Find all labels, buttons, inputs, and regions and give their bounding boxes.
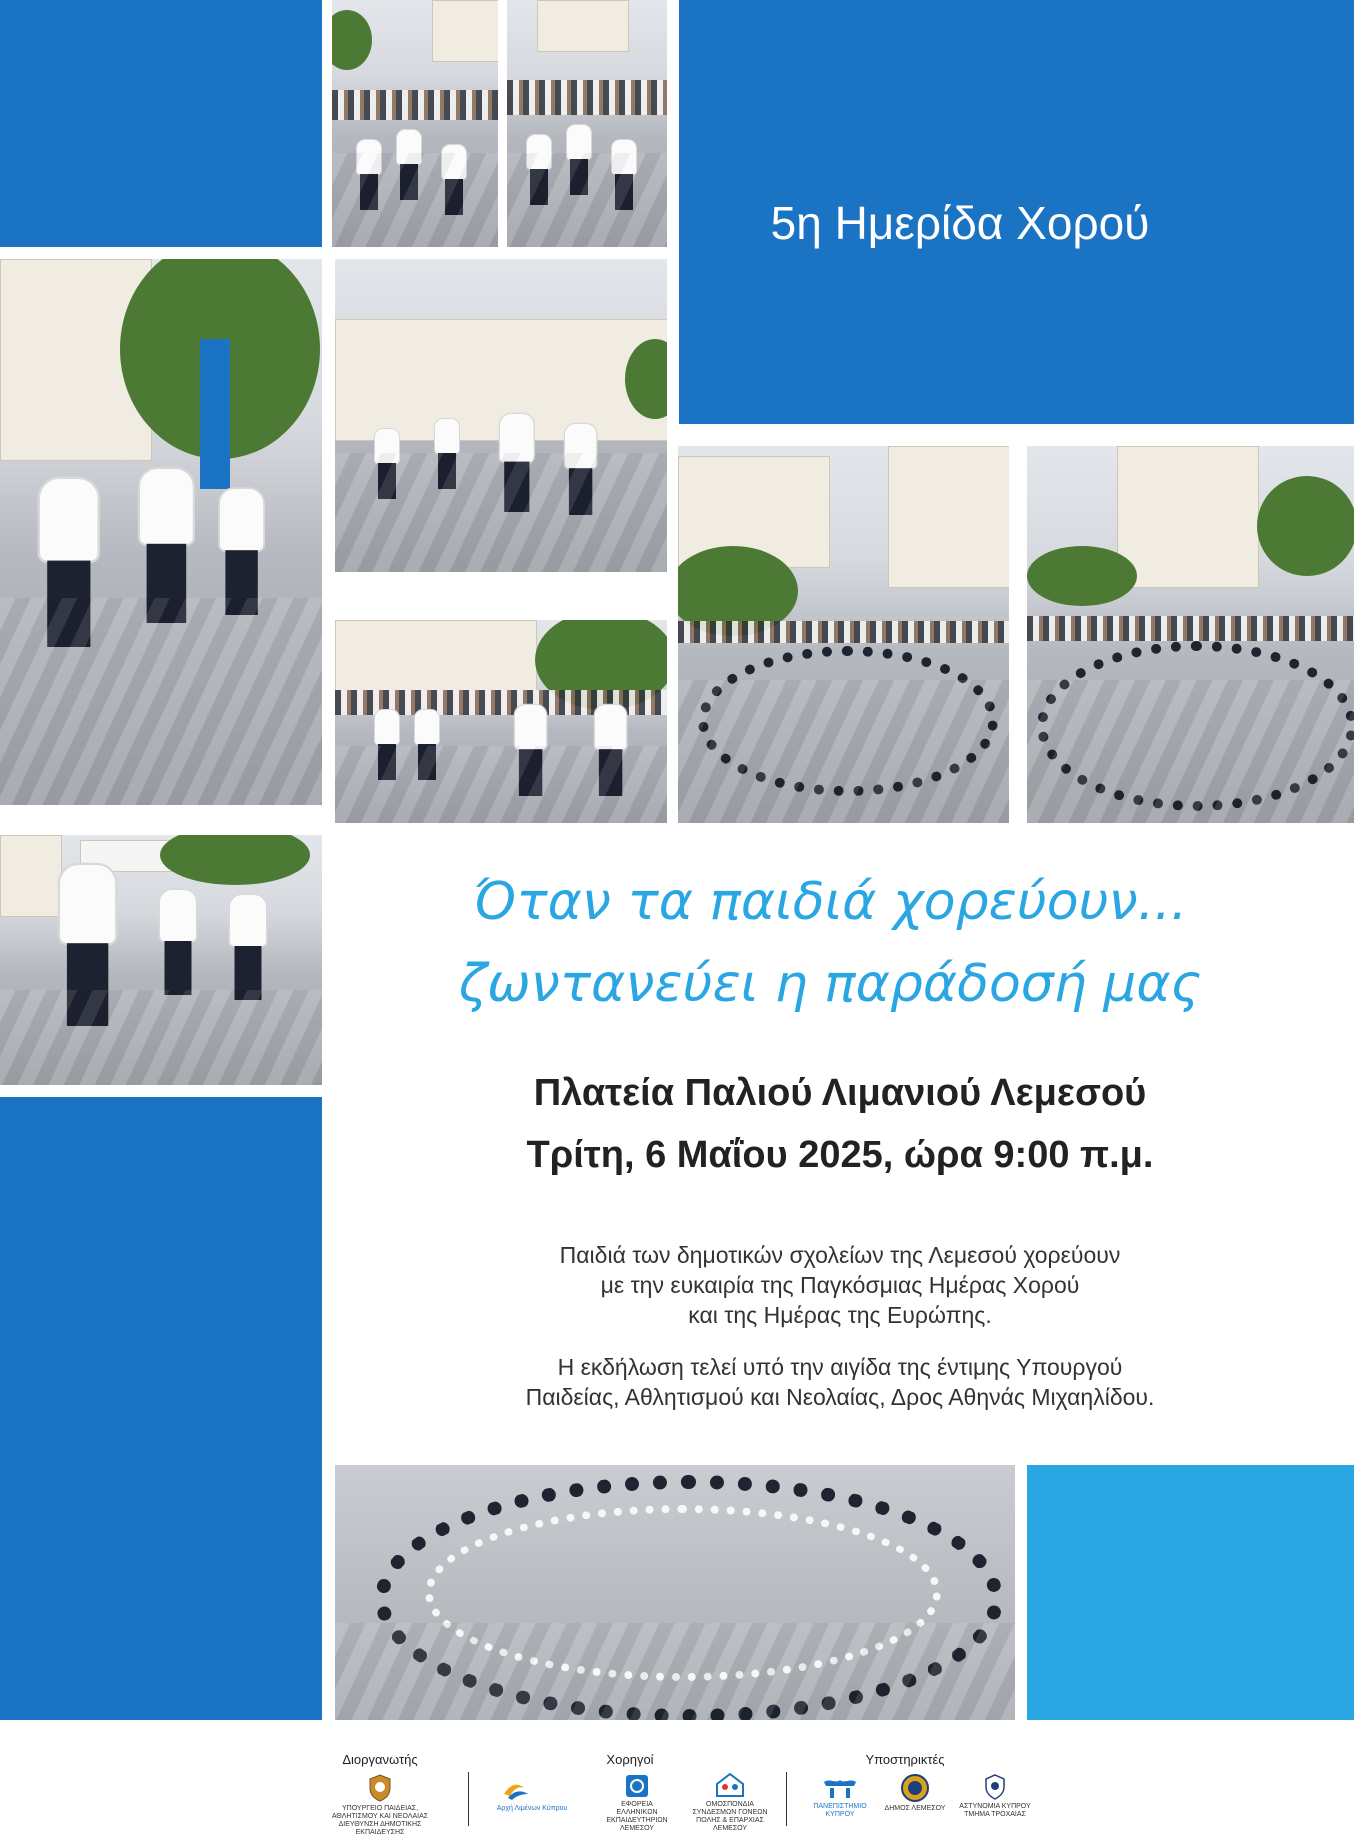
lightblue-block-bottom-right: [1027, 1465, 1354, 1720]
event-title: 5η Ημερίδα Χορού: [770, 197, 1150, 249]
blue-block-bottom-left: [0, 1097, 322, 1720]
slogan-line-1: Όταν τα παιδιά χορεύουν...: [472, 872, 1188, 932]
cyprus-emblem-icon: [368, 1774, 392, 1802]
description-line: και της Ημέρας της Ευρώπης.: [688, 1302, 992, 1328]
photo-girls-dancing-2: [335, 620, 667, 823]
supporter-logo-3: [955, 1774, 1035, 1819]
supporter-logo-1-text: ΠΑΝΕΠΙΣΤΗΜΙΟ ΚΥΠΡΟΥ: [813, 1803, 867, 1818]
sponsor-logo-3: [690, 1772, 770, 1833]
organizer-logo-text: ΥΠΟΥΡΓΕΙΟ ΠΑΙΔΕΙΑΣ, ΑΘΛΗΤΙΣΜΟΥ ΚΑΙ ΝΕΟΛΑΙΑΣ ΔΙΕΥΘΥΝΣΗ ΔΗΜΟΤΙΚΗΣ ΕΚΠΑΙΔΕΥΣΗΣ: [331, 1805, 429, 1836]
sponsor-logo-1: [492, 1778, 572, 1813]
description-line: Παιδείας, Αθλητισμού και Νεολαίας, Δρος Αθηνάς Μιχαηλίδου.: [525, 1384, 1155, 1410]
supporter-logo-2-text: ΔΗΜΟΣ ΛΕΜΕΣΟΥ: [884, 1805, 946, 1812]
photo-drummers-2: [0, 835, 322, 1085]
supporters-label: Υποστηρικτές: [865, 1752, 945, 1767]
supporter-logo-2: [880, 1774, 950, 1813]
sponsor-logo-2-text: ΕΦΟΡΕΙΑ ΕΛΛΗΝΙΚΩΝ ΕΚΠΑΙΔΕΥΤΗΡΙΩΝ ΛΕΜΕΣΟΥ: [606, 1801, 668, 1832]
organizer-logo: [330, 1774, 430, 1837]
sponsor-logo-2: [602, 1774, 672, 1833]
municipality-seal-icon: [901, 1774, 929, 1802]
description-line: με την ευκαιρία της Παγκόσμιας Ημέρας Χορού: [600, 1272, 1080, 1298]
police-badge-icon: [984, 1774, 1006, 1800]
school-board-logo-icon: [625, 1774, 649, 1798]
organizers-label: Διοργανωτής: [342, 1752, 418, 1767]
university-logo-icon: [820, 1776, 860, 1800]
photo-circle-dance-1: [678, 446, 1009, 823]
supporter-logo-1: [805, 1776, 875, 1819]
description-line: Η εκδήλωση τελεί υπό την αιγίδα της έντιμης Υπουργού: [557, 1354, 1123, 1380]
sponsor-logo-1-text: Αρχή Λιμένων Κύπρου: [496, 1805, 568, 1812]
sponsor-logo-3-text: ΟΜΟΣΠΟΝΔΙΑ ΣΥΝΔΕΣΜΩΝ ΓΟΝΕΩΝ ΠΟΛΗΣ & ΕΠΑΡΧΙΑΣ ΛΕΜΕΣΟΥ: [692, 1801, 768, 1832]
footer-divider-1: [468, 1772, 469, 1826]
parents-federation-logo-icon: [715, 1772, 745, 1798]
blue-block-top-left: [0, 0, 322, 247]
slogan-line-2: ζωντανεύει η παράδοσή μας: [458, 954, 1202, 1014]
photo-dancers-1: [332, 0, 498, 247]
photo-circle-dance-overhead: [335, 1465, 1015, 1720]
supporter-logo-3-text: ΑΣΤΥΝΟΜΙΑ ΚΥΠΡΟΥ ΤΜΗΜΑ ΤΡΟΧΑΙΑΣ: [959, 1803, 1031, 1818]
sponsors-label: Χορηγοί: [606, 1752, 654, 1767]
port-authority-logo-icon: [502, 1778, 562, 1802]
venue-datetime: Τρίτη, 6 Μαΐου 2025, ώρα 9:00 π.μ.: [526, 1134, 1154, 1176]
photo-girls-dancing-1: [335, 259, 667, 572]
footer-divider-2: [786, 1772, 787, 1826]
description-paragraph-2: [340, 1352, 1340, 1412]
photo-dancers-2: [507, 0, 667, 247]
photo-drummers-1: [0, 259, 322, 805]
description-line: Παιδιά των δημοτικών σχολείων της Λεμεσού χορεύουν: [559, 1242, 1121, 1268]
description-paragraph-1: [340, 1240, 1340, 1330]
venue-place: Πλατεία Παλιού Λιμανιού Λεμεσού: [533, 1072, 1147, 1114]
photo-circle-dance-2: [1027, 446, 1354, 823]
